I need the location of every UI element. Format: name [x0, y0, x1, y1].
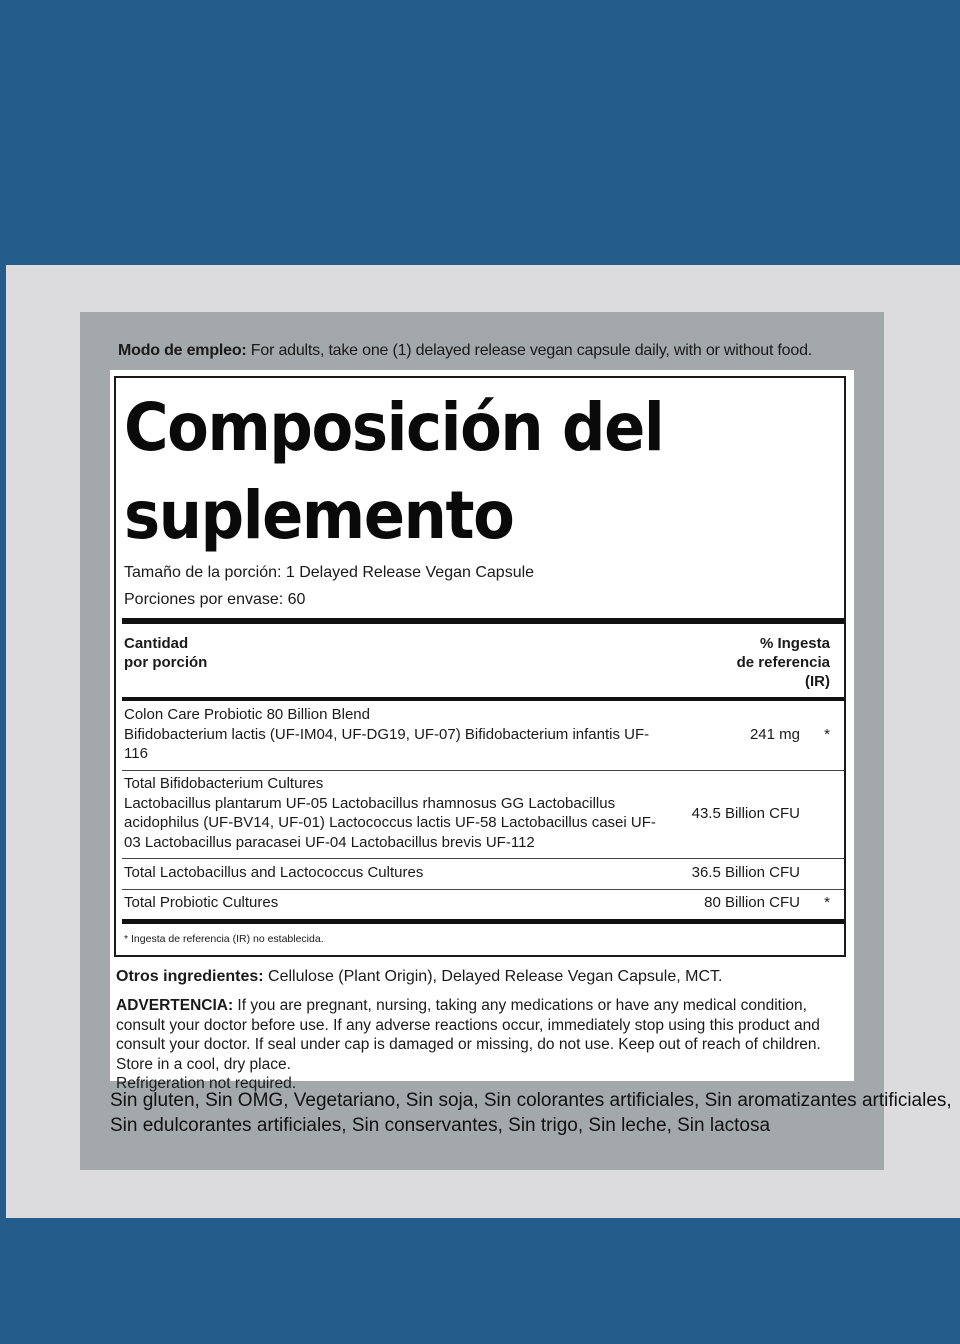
row-dv: *: [824, 726, 830, 743]
row-line: Total Probiotic Cultures: [124, 894, 279, 911]
warning-text-2: Refrigeration not required.: [116, 1075, 297, 1093]
directions-text: [118, 340, 838, 362]
reference-intake-header: [630, 634, 830, 691]
header-right-line1: % Ingesta: [759, 635, 830, 652]
directions-body: For adults, take one (1) delayed release vegan capsule daily, with or without food.: [246, 342, 813, 359]
free-from-line2: Sin edulcorantes artificiales, Sin conservantes, Sin trigo, Sin leche, Sin lactosa: [110, 1114, 771, 1136]
row-divider: [122, 889, 844, 890]
row-amount: 36.5 Billion CFU: [691, 864, 800, 881]
row-line: 116: [124, 745, 148, 762]
table-row: [124, 705, 650, 764]
supplement-facts-box: [114, 376, 846, 957]
warning-text: If you are pregnant, nursing, taking any medications or have any medical condition, consult your doctor before use. If any adverse reactions occur, immediately stop using this product and consult your doctor. If seal under cap is damaged or missing, do not use. Keep out of reach of children. Store in a cool, dry place.: [116, 997, 821, 1073]
header-left-line2: por porción: [124, 654, 208, 671]
row-amount: 241 mg: [749, 726, 800, 743]
serving-size: Tamaño de la porción: 1 Delayed Release Vegan Capsule: [124, 564, 535, 581]
other-ingredients: [116, 966, 846, 988]
table-row: [124, 774, 656, 852]
other-ingredients-label: Otros ingredientes:: [116, 968, 264, 985]
row-line: Bifidobacterium lactis (UF-IM04, UF-DG19, UF-07) Bifidobacterium infantis UF-: [124, 725, 650, 743]
row-amount: 80 Billion CFU: [704, 894, 800, 911]
directions-label: Modo de empleo:: [118, 342, 247, 359]
footnote: * Ingesta de referencia (IR) no establecida.: [124, 933, 324, 945]
row-line: Total Lactobacillus and Lactococcus Cultures: [124, 864, 424, 881]
other-ingredients-text: Cellulose (Plant Origin), Delayed Release Vegan Capsule, MCT.: [263, 968, 723, 985]
row-divider: [122, 858, 844, 859]
table-row: [124, 863, 604, 883]
warning: [116, 996, 846, 1094]
warning-label: ADVERTENCIA:: [116, 997, 234, 1014]
row-amount: 43.5 Billion CFU: [691, 805, 800, 822]
servings-per-container: Porciones por envase: 60: [124, 591, 306, 608]
header-right-line3: (IR): [805, 673, 830, 690]
header-right-line2: de referencia: [736, 654, 830, 671]
rule-thick-header: [122, 697, 844, 701]
rule-thick-top: [122, 618, 844, 624]
facts-title-line2: suplemento: [124, 477, 514, 554]
row-dv: *: [824, 894, 830, 911]
header-left-line1: Cantidad: [124, 635, 189, 652]
row-line: Colon Care Probiotic 80 Billion Blend: [124, 706, 370, 723]
row-line: acidophilus (UF-BV14, UF-01) Lactococcus lactis UF-58 Lactobacillus casei UF-: [124, 814, 656, 831]
free-from-line1: Sin gluten, Sin OMG, Vegetariano, Sin soja, Sin colorantes artificiales, Sin aromatizantes artificiales,: [110, 1090, 952, 1111]
row-line: 03 Lactobacillus paracasei UF-04 Lactobacillus brevis UF-112: [124, 833, 535, 851]
row-line: Total Bifidobacterium Cultures: [124, 775, 324, 792]
free-from-claims: [110, 1089, 952, 1138]
amount-per-serving-header: [124, 634, 324, 672]
facts-title: [124, 384, 768, 560]
table-row: [124, 893, 604, 913]
facts-title-line1: Composición del: [124, 389, 664, 466]
rule-thick-bottom: [122, 919, 844, 924]
row-line: Lactobacillus plantarum UF-05 Lactobacillus rhamnosus GG Lactobacillus: [124, 794, 616, 812]
row-divider: [122, 770, 844, 771]
